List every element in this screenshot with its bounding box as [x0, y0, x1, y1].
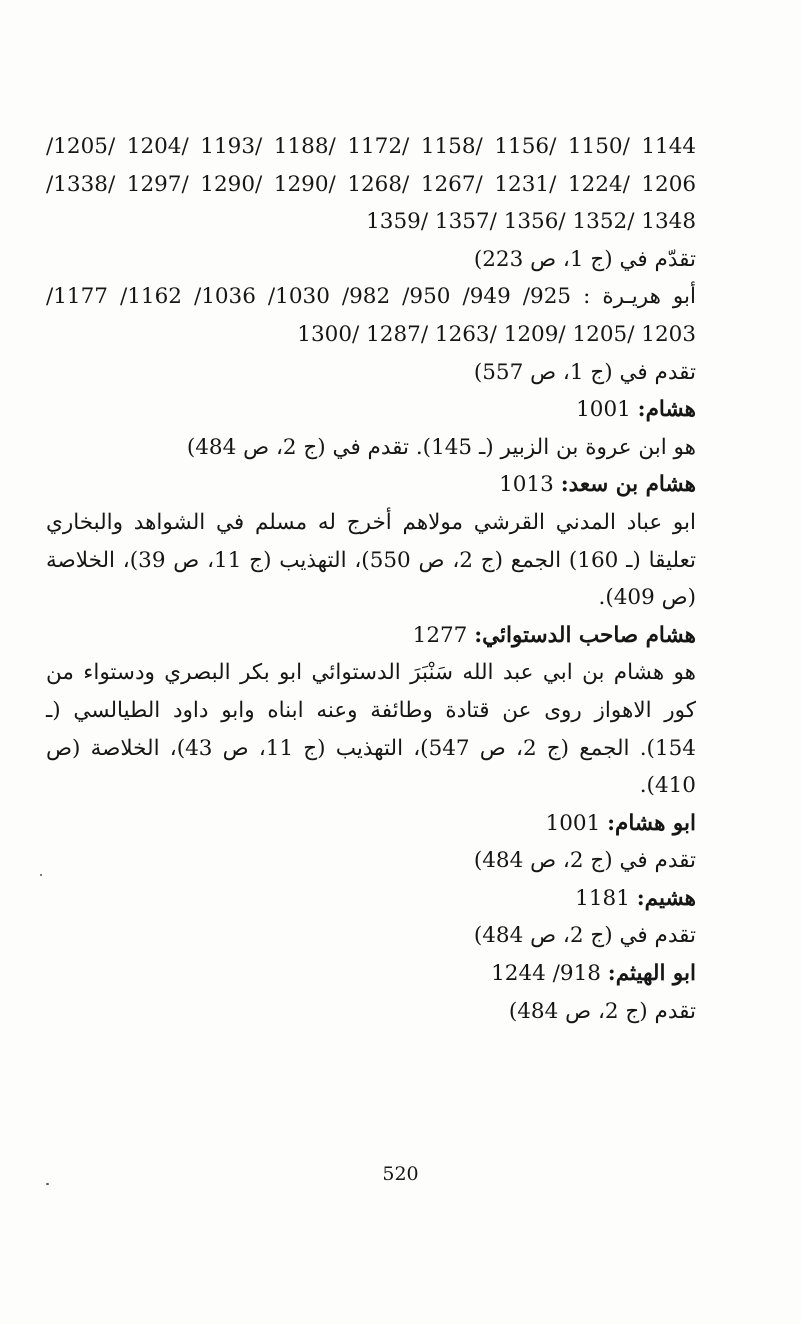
entry-name: ابو الهيثم: — [607, 961, 696, 987]
entry-name: هشام صاحب الدستوائي: — [474, 622, 696, 648]
entry-name: هشام بن سعد: — [560, 472, 696, 498]
entry-body-line: تقدم (ج 2، ص 484) — [508, 998, 696, 1024]
text-line: أبو هريـرة : 925/ 949/ 950/ 982/ 1030/ 1036/ 1162/ 1177/ — [46, 284, 696, 310]
entry-body-line: تقدم في (ج 2، ص 484) — [473, 848, 696, 874]
entry-body-line: تعليقا (ـ 160) الجمع (ج 2، ص 550)، التهذيب (ج 11، ص 39)، الخلاصة — [46, 547, 696, 573]
entry-body-line: 410). — [639, 773, 696, 799]
text-line: تقدم في (ج 1، ص 557) — [473, 359, 696, 385]
entry-heading — [46, 466, 696, 504]
entry-body-line: (ص 409). — [598, 585, 696, 611]
entry-heading — [46, 391, 696, 429]
text-line: 1203 /1205 /1209 /1263 /1287 /1300 — [297, 321, 696, 347]
entry-refs: 918/ 1244 — [491, 961, 601, 987]
entry-refs: 1013 — [499, 472, 554, 498]
text-line: 1348 /1352 /1356 /1357 /1359 — [366, 209, 696, 235]
index-page-body — [46, 128, 696, 1030]
entry-body-line: هو هشام بن ابي عبد الله سَنْبَرَ الدستوائي ابو بكر البصري ودستواء من — [46, 660, 696, 686]
text-line: 1206 /1224 /1231 /1267 /1268 /1290 /1290 /1297 /1338/ — [46, 171, 697, 197]
entry-name: هشيم: — [636, 885, 696, 911]
entry-body-line: كور الاهواز روى عن قتادة وطائفة وعنه ابناه وابو داود الطيالسي (ـ — [46, 697, 696, 723]
entry-body-line: تقدم في (ج 2، ص 484) — [473, 923, 696, 949]
entry-body-line: هو ابن عروة بن الزبير (ـ 145). تقدم في (ج 2، ص 484) — [186, 434, 696, 460]
entry-refs: 1181 — [575, 885, 630, 911]
text-line: تقدّم في (ج 1، ص 223) — [473, 246, 696, 272]
entry-heading — [46, 617, 696, 655]
scan-speck — [40, 874, 42, 876]
entry-refs: 1001 — [576, 397, 631, 423]
entry-body-line: ابو عباد المدني القرشي مولاهم أخرج له مسلم في الشواهد والبخاري — [46, 509, 696, 535]
entry-heading — [46, 805, 696, 843]
entry-body-line: 154). الجمع (ج 2، ص 547)، التهذيب (ج 11، ص 43)، الخلاصة (ص — [46, 735, 696, 761]
text-line: 1144 /1150 /1156 /1158 /1172 /1188 /1193 /1204 /1205/ — [46, 134, 697, 159]
entry-name: هشام: — [637, 397, 696, 423]
entry-refs: 1277 — [412, 622, 468, 648]
entry-refs: 1001 — [545, 810, 601, 836]
entry-name: ابو هشام: — [607, 810, 696, 836]
scan-speck — [46, 1183, 49, 1185]
entry-heading — [46, 880, 696, 918]
page-number: 520 — [382, 1163, 419, 1185]
entry-heading — [46, 955, 696, 993]
